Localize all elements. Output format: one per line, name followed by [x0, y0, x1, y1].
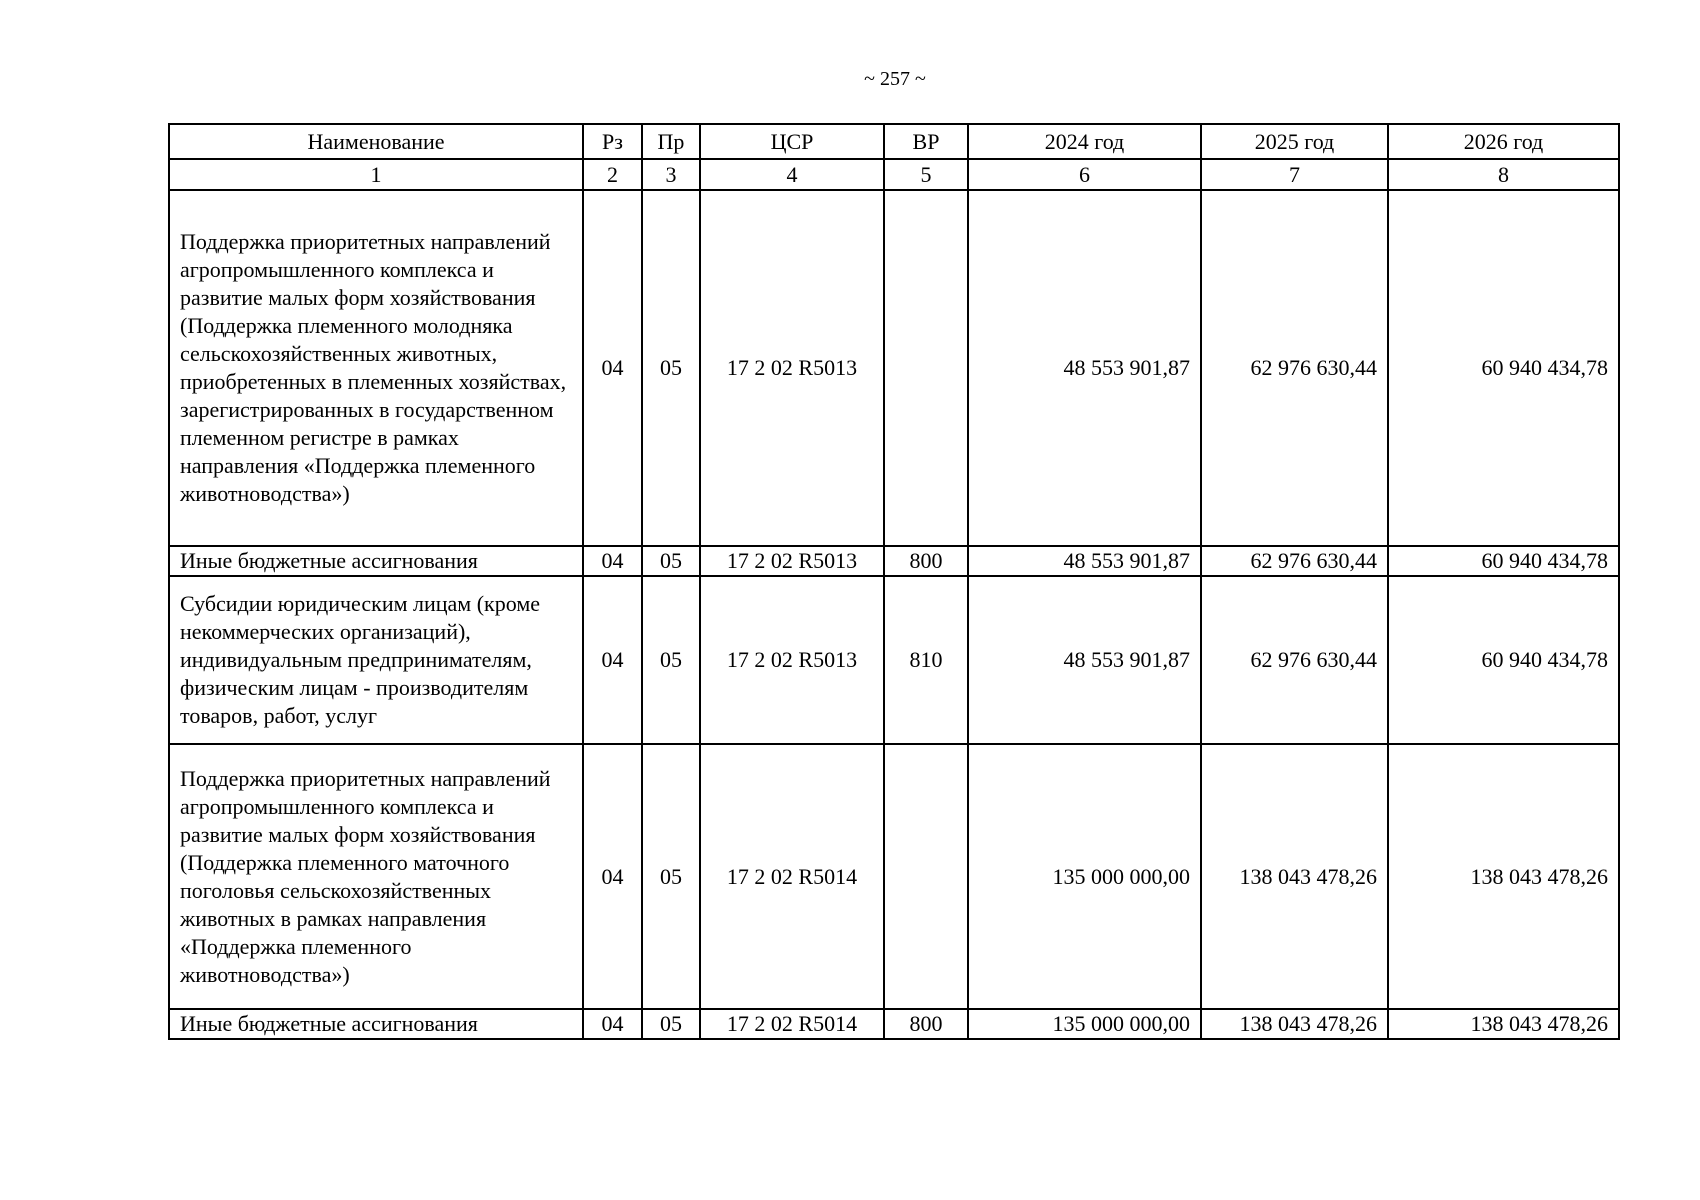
row-pr: 05: [642, 1009, 700, 1039]
row-csr: 17 2 02 R5013: [700, 190, 884, 546]
column-header-2025: 2025 год: [1201, 124, 1388, 159]
row-name: Поддержка приоритетных направлений агропромышленного комплекса и развитие малых форм хозяйствования (Поддержка племенного маточного поголовья сельскохозяйственных животных в рамках направления «Поддержка племенного животноводства»): [169, 744, 583, 1009]
row-vr: 800: [884, 546, 968, 576]
row-2025: 138 043 478,26: [1201, 744, 1388, 1009]
row-csr: 17 2 02 R5014: [700, 744, 884, 1009]
row-2024: 48 553 901,87: [968, 576, 1201, 744]
row-rz: 04: [583, 576, 642, 744]
column-number: 5: [884, 159, 968, 190]
row-vr: 810: [884, 576, 968, 744]
row-2025: 62 976 630,44: [1201, 190, 1388, 546]
column-number: 3: [642, 159, 700, 190]
table-row: [169, 744, 1619, 1009]
column-header-csr: ЦСР: [700, 124, 884, 159]
row-name: Иные бюджетные ассигнования: [169, 546, 583, 576]
table-row: [169, 546, 1619, 576]
row-2024: 48 553 901,87: [968, 546, 1201, 576]
row-csr: 17 2 02 R5014: [700, 1009, 884, 1039]
row-2024: 48 553 901,87: [968, 190, 1201, 546]
row-rz: 04: [583, 744, 642, 1009]
row-vr: [884, 190, 968, 546]
column-header-2024: 2024 год: [968, 124, 1201, 159]
table-row: [169, 576, 1619, 744]
row-2026: 60 940 434,78: [1388, 190, 1619, 546]
column-header-rz: Рз: [583, 124, 642, 159]
row-2026: 60 940 434,78: [1388, 546, 1619, 576]
column-header-pr: Пр: [642, 124, 700, 159]
header-row: [169, 124, 1619, 159]
row-2025: 62 976 630,44: [1201, 576, 1388, 744]
row-rz: 04: [583, 1009, 642, 1039]
row-2025: 62 976 630,44: [1201, 546, 1388, 576]
row-pr: 05: [642, 576, 700, 744]
column-number: 7: [1201, 159, 1388, 190]
row-2024: 135 000 000,00: [968, 744, 1201, 1009]
column-header-vr: ВР: [884, 124, 968, 159]
row-name: Поддержка приоритетных направлений агропромышленного комплекса и развитие малых форм хозяйствования (Поддержка племенного молодняка сельскохозяйственных животных, приобретенных в племенных хозяйствах, зарегистрированных в государственном племенном регистре в рамках направления «Поддержка племенного животноводства»): [169, 190, 583, 546]
row-2026: 138 043 478,26: [1388, 744, 1619, 1009]
row-pr: 05: [642, 744, 700, 1009]
row-name: Иные бюджетные ассигнования: [169, 1009, 583, 1039]
column-number: 6: [968, 159, 1201, 190]
row-pr: 05: [642, 546, 700, 576]
table-row: [169, 190, 1619, 546]
row-2025: 138 043 478,26: [1201, 1009, 1388, 1039]
row-vr: [884, 744, 968, 1009]
column-number-row: [169, 159, 1619, 190]
row-rz: 04: [583, 190, 642, 546]
column-number: 2: [583, 159, 642, 190]
row-csr: 17 2 02 R5013: [700, 546, 884, 576]
row-2026: 138 043 478,26: [1388, 1009, 1619, 1039]
column-number: 1: [169, 159, 583, 190]
row-vr: 800: [884, 1009, 968, 1039]
column-number: 4: [700, 159, 884, 190]
page-number: ~ 257 ~: [864, 68, 926, 90]
column-header-name: Наименование: [169, 124, 583, 159]
row-pr: 05: [642, 190, 700, 546]
budget-table: [168, 123, 1620, 1040]
column-header-2026: 2026 год: [1388, 124, 1619, 159]
column-number: 8: [1388, 159, 1619, 190]
row-rz: 04: [583, 546, 642, 576]
row-name: Субсидии юридическим лицам (кроме некоммерческих организаций), индивидуальным предпринимателям, физическим лицам - производителям товаров, работ, услуг: [169, 576, 583, 744]
row-2026: 60 940 434,78: [1388, 576, 1619, 744]
row-csr: 17 2 02 R5013: [700, 576, 884, 744]
row-2024: 135 000 000,00: [968, 1009, 1201, 1039]
table-row: [169, 1009, 1619, 1039]
